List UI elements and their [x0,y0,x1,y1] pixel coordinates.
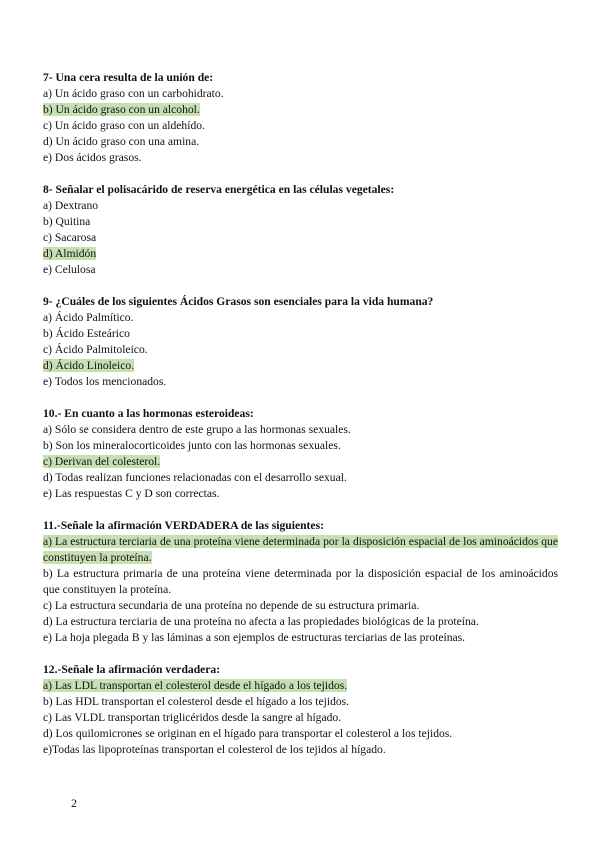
question-7 [43,70,558,166]
option-text: e)Todas las lipoproteínas transportan el colesterol de los tejidos al hígado. [43,743,386,756]
option-d [43,614,558,630]
question-8 [43,182,558,278]
option-text: e) Todos los mencionados. [43,375,167,388]
option-c [43,342,558,358]
document-page [43,70,558,774]
option-c [43,454,558,470]
option-text-highlighted: a) La estructura terciaria de una proteína viene determinada por la disposición espacial de los aminoácidos que constituyen la proteína. [43,535,558,564]
option-text: c) Sacarosa [43,231,97,244]
option-b [43,214,558,230]
option-text: a) Un ácido graso con un carbohidrato. [43,87,224,100]
option-text: d) Todas realizan funciones relacionadas con el desarrollo sexual. [43,471,347,484]
question-title: 10.- En cuanto a las hormonas esteroideas: [43,407,254,420]
option-text: b) Ácido Esteárico [43,327,130,340]
option-text: b) La estructura primaria de una proteína viene determinada por la disposición espacial de los aminoácidos que constituyen la proteína. [43,567,558,596]
option-e [43,150,558,166]
option-c [43,230,558,246]
option-d [43,358,558,374]
option-b [43,438,558,454]
question-title: 12.-Señale la afirmación verdadera: [43,663,221,676]
question-10 [43,406,558,502]
option-text-highlighted: d) Almidón [43,247,97,260]
option-text: e) Dos ácidos grasos. [43,151,142,164]
option-a [43,422,558,438]
option-text: a) Ácido Palmítico. [43,311,134,324]
question-title: 9- ¿Cuáles de los siguientes Ácidos Grasos son esenciales para la vida humana? [43,295,434,308]
option-c [43,710,558,726]
option-a [43,534,558,566]
option-d [43,246,558,262]
option-text: e) Celulosa [43,263,96,276]
option-text: c) La estructura secundaria de una proteína no depende de su estructura primaria. [43,599,420,612]
option-e [43,630,558,646]
option-text: a) Sólo se considera dentro de este grupo a las hormonas sexuales. [43,423,351,436]
question-9 [43,294,558,390]
option-e [43,486,558,502]
option-e [43,742,558,758]
question-title: 8- Señalar el polisacárido de reserva energética en las células vegetales: [43,183,395,196]
option-text: d) Los quilomicrones se originan en el hígado para transportar el colesterol a los tejidos. [43,727,453,740]
option-c [43,598,558,614]
option-text-highlighted: c) Derivan del colesterol. [43,455,161,468]
option-b [43,102,558,118]
option-text: b) Las HDL transportan el colesterol desde el hígado a los tejidos. [43,695,350,708]
question-11 [43,518,558,646]
question-title: 11.-Señale la afirmación VERDADERA de las siguientes: [43,519,324,532]
option-text: e) Las respuestas C y D son correctas. [43,487,220,500]
option-b [43,326,558,342]
option-text: c) Ácido Palmitoleico. [43,343,148,356]
option-text-highlighted: b) Un ácido graso con un alcohol. [43,103,200,116]
option-c [43,118,558,134]
page-number: 2 [71,796,77,810]
option-a [43,310,558,326]
option-text: b) Quitina [43,215,91,228]
option-d [43,726,558,742]
option-text-highlighted: a) Las LDL transportan el colesterol desde el hígado a los tejidos. [43,679,348,692]
option-a [43,86,558,102]
option-d [43,134,558,150]
option-text: b) Son los mineralocorticoides junto con las hormonas sexuales. [43,439,341,452]
option-text: a) Dextrano [43,199,99,212]
option-text: d) Un ácido graso con una amina. [43,135,200,148]
option-text: c) Las VLDL transportan triglicéridos desde la sangre al hígado. [43,711,342,724]
option-text-highlighted: d) Ácido Linoleico. [43,359,135,372]
option-d [43,470,558,486]
question-title: 7- Una cera resulta de la unión de: [43,71,214,84]
option-b [43,566,558,598]
option-text: d) La estructura terciaria de una proteína no afecta a las propiedades biológicas de la proteína. [43,615,479,628]
option-a [43,198,558,214]
question-12 [43,662,558,758]
option-b [43,694,558,710]
option-a [43,678,558,694]
option-e [43,262,558,278]
option-text: e) La hoja plegada B y las láminas a son ejemplos de estructuras terciarias de las proteínas. [43,631,466,644]
option-text: c) Un ácido graso con un aldehído. [43,119,205,132]
option-e [43,374,558,390]
